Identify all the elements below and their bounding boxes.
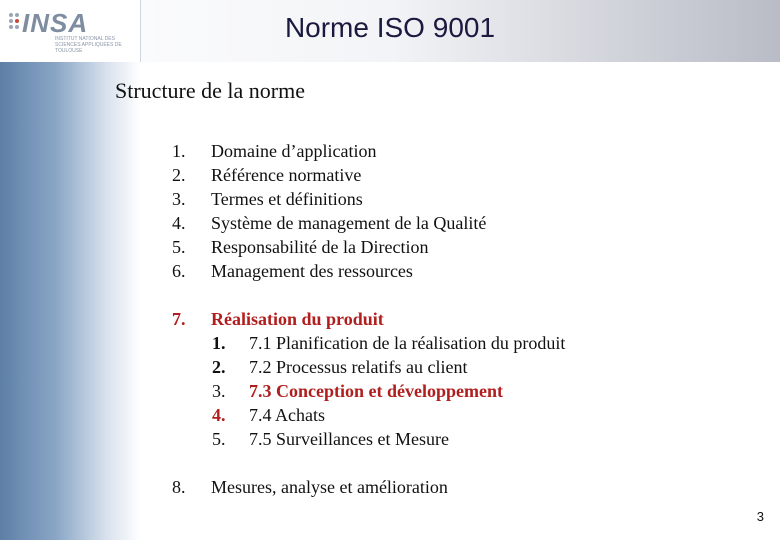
sub-item-number: 3. <box>212 381 226 401</box>
sub-item-text: 7.4 Achats <box>249 405 325 425</box>
item-text: Référence normative <box>211 165 362 185</box>
page-number: 3 <box>756 509 764 524</box>
item-number: 2. <box>172 165 186 185</box>
item-number: 1. <box>172 141 186 161</box>
item-number: 7. <box>172 309 186 329</box>
item-text: Domaine d’application <box>211 141 377 161</box>
insa-logo <box>0 0 141 62</box>
item-number: 5. <box>172 237 186 257</box>
logo-dots-icon <box>8 12 22 34</box>
header-bar <box>0 0 780 62</box>
item-text: Management des ressources <box>211 261 413 281</box>
sub-item-text-highlighted: 7.3 Conception et développement <box>249 381 503 401</box>
item-text: Mesures, analyse et amélioration <box>211 477 448 497</box>
page-title: Norme ISO 9001 <box>284 12 496 43</box>
sub-item-number: 1. <box>212 333 226 353</box>
sub-item-number-highlighted: 4. <box>212 405 226 425</box>
item-text: Système de management de la Qualité <box>211 213 487 233</box>
sub-item-text: 7.2 Processus relatifs au client <box>249 357 468 377</box>
logo-subtext: INSTITUT NATIONAL DES SCIENCES APPLIQUÉES DE TOULOUSE <box>55 36 122 54</box>
sub-item-number: 5. <box>212 429 226 449</box>
logo-text: INSA <box>22 8 89 38</box>
item-text: Réalisation du produit <box>211 309 384 329</box>
item-number: 3. <box>172 189 186 209</box>
slide-subtitle: Structure de la norme <box>115 78 305 103</box>
item-number: 4. <box>172 213 186 233</box>
sub-item-text: 7.1 Planification de la réalisation du produit <box>249 333 566 353</box>
item-number: 6. <box>172 261 186 281</box>
item-number: 8. <box>172 477 186 497</box>
sub-item-number: 2. <box>212 357 226 377</box>
item-text: Responsabilité de la Direction <box>211 237 429 257</box>
item-text: Termes et définitions <box>211 189 363 209</box>
sub-item-text: 7.5 Surveillances et Mesure <box>249 429 449 449</box>
